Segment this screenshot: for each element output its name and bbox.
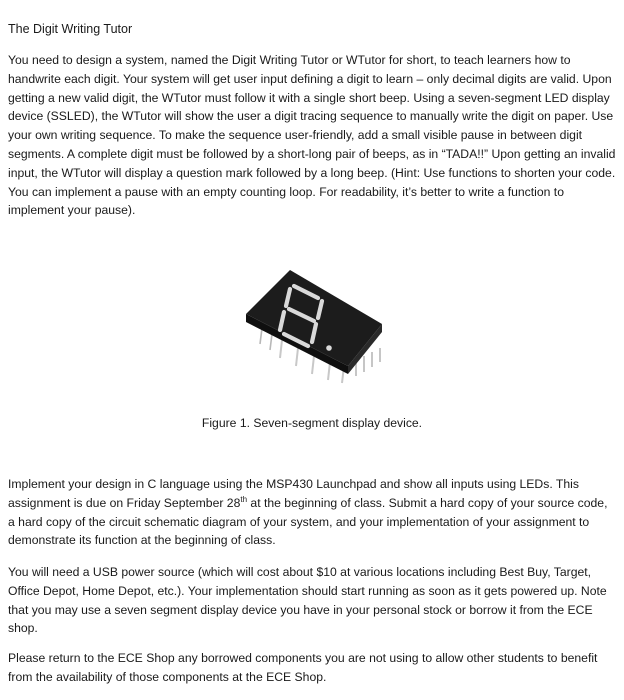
intro-paragraph: You need to design a system, named the Digit Writing Tutor or WTutor for short, to teach learners how to handwrite each digit. Your system will get user input defining a digit to learn – only decimal digits are valid. Upon getting a new valid digit, the WTutor must follow it with a single short beep. Using a seven-segment LED display device (SSLED), the WTutor will show the user a digit tracing sequence to manually write the digit on paper. Use your own writing sequence. To make the sequence user-friendly, add a small visible pause in between digit segments. A complete digit must be followed by a short-long pair of beeps, as in “TADA!!” Upon getting an invalid input, the WTutor will display a question mark followed by a long beep. (Hint: Use functions to shorten your code. You can implement a pause with an empty counting loop. For readability, it’s better to write a function to implement your pause). [8, 53, 616, 218]
decimal-point-icon [326, 345, 332, 351]
power-source-paragraph: You will need a USB power source (which will cost about $10 at various locations including Best Buy, Target, Office Depot, Home Depot, etc.). Your implementation should start running as soon as it gets powered up. Note that you may use a seven segment display device you have in your personal stock or borrow it from the ECE shop. [8, 565, 607, 636]
implementation-text-end: at the beginning of class. Submit a hard copy of your source code, a hard copy of the circuit schematic diagram of your system, and your implementation of your assignment to demonstrate its function at the beginning of class. [8, 495, 608, 548]
seven-segment-display-image [232, 262, 394, 386]
figure-caption: Figure 1. Seven-segment display device. [201, 416, 423, 430]
implementation-text-start: Implement your design in C language using the MSP430 Launchpad and show all inputs using LEDs. This assignment is due on Friday September 28 [8, 477, 579, 510]
document-title: The Digit Writing Tutor [8, 22, 133, 36]
return-components-paragraph: Please return to the ECE Shop any borrowed components you are not using to allow other students to benefit from the availability of those components at the ECE Shop. [8, 651, 598, 684]
seven-segment-display-figure [232, 262, 394, 386]
implementation-paragraph [8, 475, 616, 550]
date-ordinal-suffix: th [240, 494, 248, 504]
